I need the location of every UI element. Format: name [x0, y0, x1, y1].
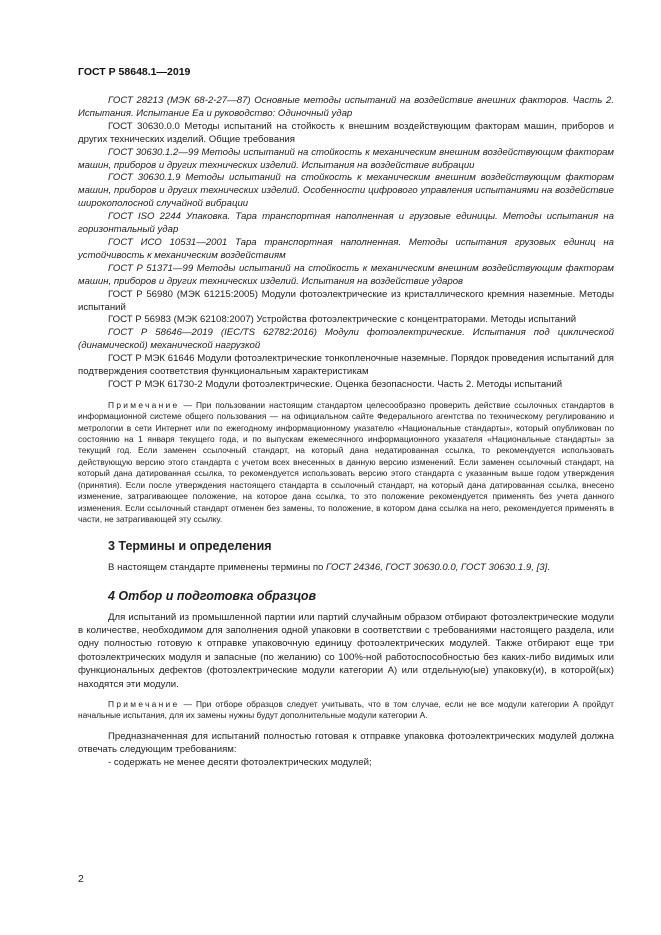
section-4-heading: 4 Отбор и подготовка образцов: [108, 588, 317, 603]
reference-item: ГОСТ ISO 2244 Упаковка. Тара транспортная наполненная и грузовые единицы. Методы испытания на горизонтальный удар: [78, 211, 614, 236]
section-4-para-2: Предназначенная для испытаний полностью готовая к отправке упаковка фотоэлектрических модулей должна отвечать следующим требованиям:: [78, 730, 614, 756]
reference-item: ГОСТ 30630.0.0 Методы испытаний на стойкость к внешним воздействующим факторам машин, приборов и других технических изделий. Общие требования: [78, 120, 614, 145]
document-body: [78, 95, 614, 770]
reference-item: ГОСТ 30630.1.2—99 Методы испытаний на стойкость к механическим внешним воздействующим факторам машин, приборов и других технических изделий. Испытания на воздействие вибрации: [78, 146, 614, 171]
section-3-text-suffix: .: [547, 562, 550, 574]
note-text: — При пользовании настоящим стандартом целесообразно проверить действие ссылочных стандартов в информационной системе общего пользования — на официальном сайте Федерального агентства по техническому регулированию и метрологии в сети Интернет или по ежегодному информационному указателю «Национальные стандарты», который опубликован по состоянию на 1 января текущего года, и по выпускам ежемесячного информационного указателя «Национальные стандарты» за текущий год. Если заменен ссылочный стандарт, на который дана недатированная ссылка, то рекомендуется использовать действующую версию этого стандарта с учетом всех внесенных в данную версию изменений. Если заменен ссылочный стандарт, на который дана датированная ссылка, то рекомендуется использовать версию этого стандарта с указанным выше годом утверждения (принятия). Если после утверждения настоящего стандарта в ссылочный стандарт, на который дана датированная ссылка, внесено изменение, затрагивающее положение, на которое дана ссылка, то это положение рекомендуется применять без учета данного изменения. Если ссылочный стандарт отменен без замены, то положение, в котором дана ссылка на него, рекомендуется применять в части, не затрагивающей эту ссылку.: [78, 399, 614, 524]
reference-item: ГОСТ Р 51371—99 Методы испытаний на стойкость к механическим внешним воздействующим факторам машин, приборов и других технических изделий. Испытания на воздействие ударов: [78, 262, 614, 287]
note-sampling: [78, 699, 614, 722]
note-text: — При отборе образцов следует учитывать, что в том случае, если не все модули категории А пройдут начальные испытания, для их замены нужны будут дополнительные модули категории А.: [78, 698, 614, 721]
document-header: ГОСТ Р 58648.1—2019: [78, 66, 191, 78]
section-3-heading: 3 Термины и определения: [108, 539, 272, 554]
reference-item: ГОСТ Р МЭК 61730-2 Модули фотоэлектрические. Оценка безопасности. Часть 2. Методы испытаний: [108, 378, 563, 390]
section-3-text-refs: ГОСТ 24346, ГОСТ 30630.0.0, ГОСТ 30630.1.9, [3]: [326, 562, 548, 574]
reference-item: ГОСТ 30630.1.9 Методы испытаний на стойкость к механическим внешним воздействующим факторам машин, приборов и других технических изделий. Особенности цифрового управления испытаниями на воздействие широкополосной случайной вибрации: [78, 172, 614, 210]
note-label: Примечание: [108, 399, 180, 410]
section-3-text-prefix: В настоящем стандарте применены термины по: [108, 562, 327, 574]
requirement-list-item: - содержать не менее десяти фотоэлектрических модулей;: [108, 756, 372, 768]
reference-item: ГОСТ Р 58646—2019 (IEC/TS 62782:2016) Модули фотоэлектрические. Испытания под циклической (динамической) механической нагрузкой: [78, 327, 614, 352]
normative-references-list: [78, 95, 614, 392]
note-references: [78, 400, 614, 525]
reference-item: ГОСТ Р МЭК 61646 Модули фотоэлектрические тонкопленочные наземные. Порядок проведения испытаний для подтверждения соответствия функциональным характеристикам: [78, 353, 614, 378]
note-label: Примечание: [108, 698, 180, 709]
page-number: 2: [78, 873, 84, 885]
section-4-para-1: Для испытаний из промышленной партии или партий случайным образом отбирают фотоэлектрические модули в количестве, необходимом для заполнения одной упаковки в соответствии с требованиями настоящего раздела, или одну полностью готовую к отправке упаковочную единицу фотоэлектрических модулей. Также отбирают еще три фотоэлектрических модуля и запасные (по желанию) со 100%-ной работоспособностью без каких-либо видимых или функциональных дефектов (фотоэлектрические модули категории А) или отдельную(ые) упаковку(и), в которой(ых) находятся эти модули.: [78, 611, 614, 690]
reference-item: ГОСТ 28213 (МЭК 68-2-27—87) Основные методы испытаний на воздействие внешних факторов. Часть 2. Испытания. Испытание Еа и руководство: Одиночный удар: [78, 95, 614, 119]
section-3-text: [78, 561, 614, 574]
reference-item: ГОСТ Р 56980 (МЭК 61215:2005) Модули фотоэлектрические из кристаллического кремния наземные. Методы испытаний: [78, 288, 614, 313]
reference-item: ГОСТ Р 56983 (МЭК 62108:2007) Устройства фотоэлектрические с концентраторами. Методы испытаний: [108, 314, 577, 326]
reference-item: ГОСТ ИСО 10531—2001 Тара транспортная наполненная. Методы испытания грузовых единиц на устойчивость к механическим воздействиям: [78, 236, 614, 261]
